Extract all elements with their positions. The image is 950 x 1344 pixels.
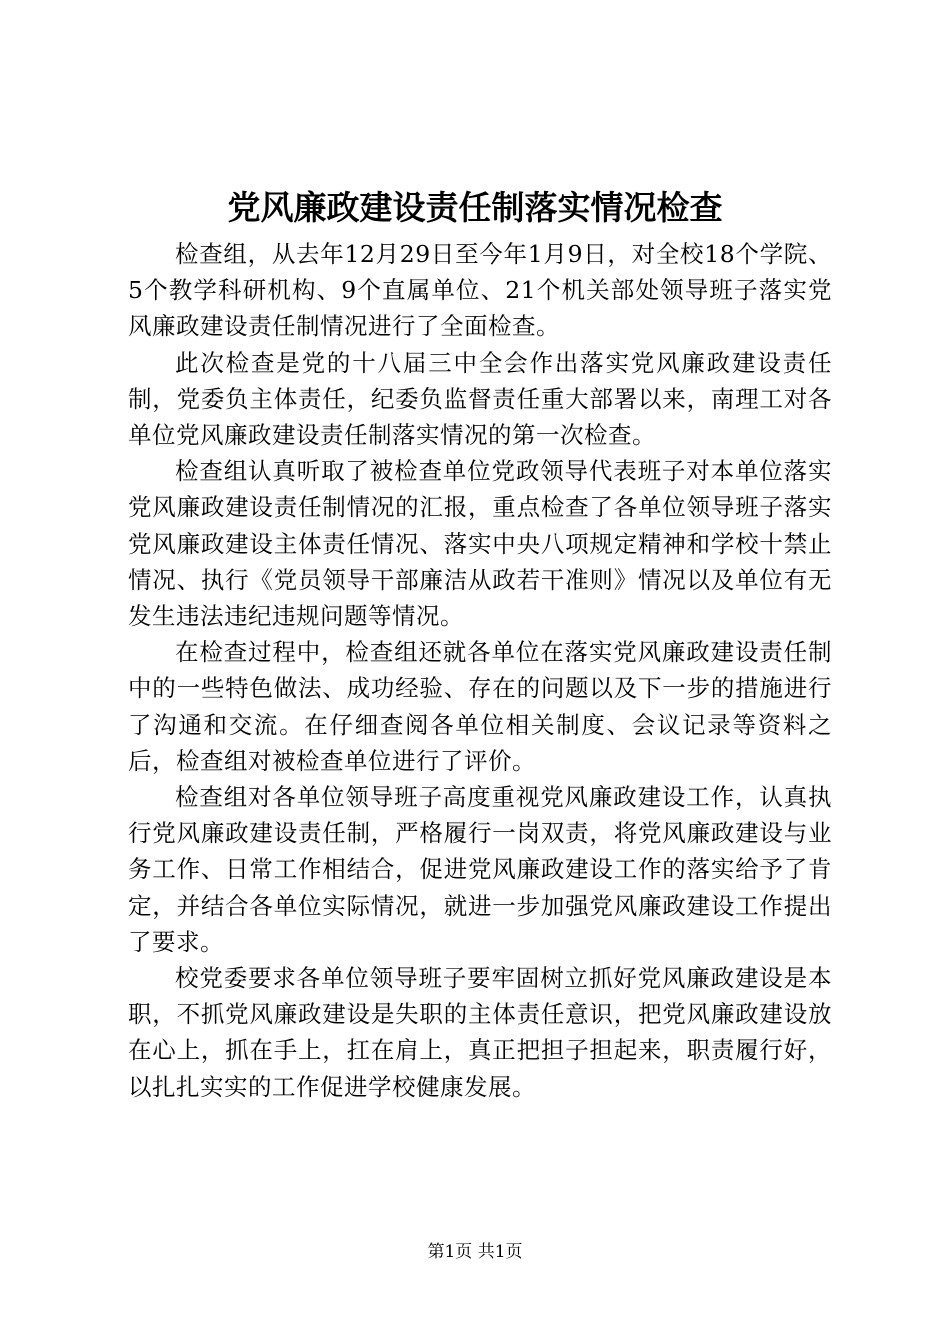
page-footer: 第1页 共1页 (427, 1242, 523, 1262)
paragraph-4: 在检查过程中，检查组还就各单位在落实党风廉政建设责任制中的一些特色做法、成功经验、存在的问题以及下一步的措施进行了沟通和交流。在仔细查阅各单位相关制度、会议记录等资料之后，检查组对被检查单位进行了评价。 (128, 638, 832, 775)
document-title: 党风廉政建设责任制落实情况检查 (227, 188, 723, 227)
document-body (128, 236, 832, 1105)
paragraph-5: 检查组对各单位领导班子高度重视党风廉政建设工作，认真执行党风廉政建设责任制，严格履行一岗双责，将党风廉政建设与业务工作、日常工作相结合，促进党风廉政建设工作的落实给予了肯定，并结合各单位实际情况，就进一步加强党风廉政建设工作提出了要求。 (128, 783, 832, 956)
paragraph-1: 检查组，从去年12月29日至今年1月9日，对全校18个学院、5个教学科研机构、9个直属单位、21个机关部处领导班子落实党风廉政建设责任制情况进行了全面检查。 (128, 240, 832, 341)
paragraph-2: 此次检查是党的十八届三中全会作出落实党风廉政建设责任制，党委负主体责任，纪委负监督责任重大部署以来，南理工对各单位党风廉政建设责任制落实情况的第一次检查。 (128, 348, 832, 450)
paragraph-3: 检查组认真听取了被检查单位党政领导代表班子对本单位落实党风廉政建设责任制情况的汇报，重点检查了各单位领导班子落实党风廉政建设主体责任情况、落实中央八项规定精神和学校十禁止情况、执行《党员领导干部廉洁从政若干准则》情况以及单位有无发生违法违纪违规问题等情况。 (128, 457, 832, 631)
paragraph-6: 校党委要求各单位领导班子要牢固树立抓好党风廉政建设是本职，不抓党风廉政建设是失职的主体责任意识，把党风廉政建设放在心上，抓在手上，扛在肩上，真正把担子担起来，职责履行好，以扎扎实实的工作促进学校健康发展。 (128, 964, 832, 1101)
